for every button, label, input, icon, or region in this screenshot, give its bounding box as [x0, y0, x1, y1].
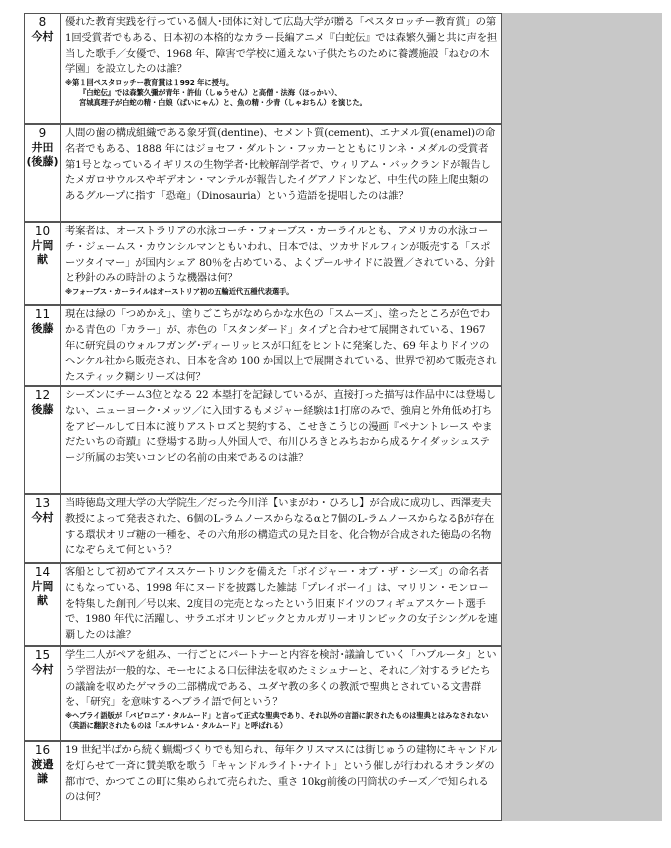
- question-meta: [25, 14, 61, 123]
- question-number: 13: [34, 496, 51, 510]
- question-meta: [25, 495, 61, 562]
- question-author: 今村: [31, 663, 54, 676]
- question-card: [24, 741, 502, 821]
- question-card: [24, 305, 502, 386]
- question-card: [24, 13, 502, 124]
- question-text: 学生二人がペアを組み、一行ごとにパートナーと内容を検討･議論していく「ハブルータ」という学習法が一般的な、モーセによる口伝律法を収めたミシュナーと、それに／対するラビたちの議論を収めたゲマラの二部構成である、ユダヤ教の多くの教派で聖典とされている文書群を、「研究」を意味するヘブライ語で何という？: [65, 649, 497, 709]
- question-body: [61, 564, 501, 645]
- question-meta: [25, 742, 61, 820]
- question-card: [24, 563, 502, 646]
- question-body: [61, 223, 501, 304]
- question-card: [24, 646, 502, 741]
- question-note: 『白蛇伝』では森繁久彌が青年・許仙（しゅうせん）と高僧・法海（ほっかい）、: [79, 88, 342, 98]
- question-text: 人間の歯の構成組織である象牙質(dentine)、セメント質(cement)、エナメル質(enamel)の命名者でもある、1888 年にはジョセフ・ダルトン・フッカーとともにリンネ・メダルの受賞者第1号となっているイギリスの生物学者･比較解剖学者で、ウィリアム・バックランドが報告したメガロサウルスやギデオン・マンテルが報告したイグアノドンなど、中生代の陸上爬虫類のあるグループに指す「恐竜」（Dinosauria）という造語を提唱したのは誰？: [65, 127, 496, 203]
- question-number: 8: [38, 15, 47, 29]
- question-number: 11: [34, 307, 51, 321]
- question-number: 16: [34, 743, 51, 757]
- question-body: [61, 125, 501, 221]
- question-text: シーズンにチーム3位となる 22 本塁打を記録しているが、直接打った描写は作品中には登場しない、ニューヨーク･メッツ／に入団するもメジャー経験は1打席のみで、強肩と外角低め打ちをアピールして日本に渡りアストロズと契約する、こせきこうじの漫画『ペナントレース やまだたいちの奇蹟』に登場する助っ人外国人で、布川ひろきとみちおから成るケイダッシュステージ所属のお笑いコンビの名前の由来であるのは誰？: [65, 389, 496, 465]
- question-body: [61, 742, 501, 820]
- question-body: [61, 306, 501, 385]
- question-author: 片岡: [31, 580, 54, 593]
- question-number: 10: [34, 224, 51, 238]
- question-body: [61, 647, 501, 740]
- question-author-sub: 献: [37, 253, 48, 266]
- question-note: ※フォーブス・カーライルはオーストリア初の五輪近代五種代表選手。: [65, 287, 294, 297]
- question-author: 今村: [31, 511, 54, 524]
- question-text: 19 世紀半ばから続く蝋燭づくりでも知られ、毎年クリスマスには街じゅうの建物にキャンドルを灯らせて一斉に賛美歌を歌う「キャンドルライト･ナイト」という催しが行われるオランダの都市で、かつてこの町に集められて売られた、重さ 10kg前後の円筒状のチーズ／で知られるのは何？: [65, 744, 498, 804]
- question-author-sub: 謙: [37, 772, 48, 785]
- question-card: [24, 124, 502, 222]
- question-number: 15: [34, 648, 51, 662]
- question-body: [61, 495, 501, 562]
- question-text: 優れた教育実践を行っている個人･団体に対して広島大学が贈る「ペスタロッチー教育賞」の第1回受賞者でもある、日本初の本格的なカラー長編アニメ『白蛇伝』では森繁久彌と共に声を担当した歌手／女優で、1968 年、障害で学校に通えない子供たちのために養護施設「ねむの木学園」を設立したのは誰？: [65, 16, 498, 76]
- question-card: [24, 494, 502, 563]
- question-number: 9: [38, 126, 47, 140]
- question-author: 片岡: [31, 239, 54, 252]
- question-number: 14: [34, 565, 51, 579]
- question-author: 井田: [31, 141, 54, 154]
- question-meta: [25, 647, 61, 740]
- question-text: 客船として初めてアイススケートリンクを備えた「ボイジャー・オブ・ザ・シーズ」の命名者にもなっている、1998 年にヌードを披露した雑誌「プレイボーイ」は、マリリン・モンローを特集した創刊／号以来、2度目の完売となったという旧東ドイツのフィギュアスケート選手で、1980 年代に活躍し、サラエボオリンピックとカルガリーオリンピックの女子シングルを連覇したのは誰？: [65, 566, 498, 642]
- gray-margin-bar: [502, 13, 662, 821]
- question-author-sub: (後藤): [26, 155, 59, 168]
- question-author: 渡邉: [31, 758, 54, 771]
- question-meta: [25, 387, 61, 493]
- question-body: [61, 14, 501, 123]
- question-card: [24, 386, 502, 494]
- question-card: [24, 222, 502, 305]
- question-number: 12: [34, 388, 51, 402]
- question-body: [61, 387, 501, 493]
- question-note: ※ヘブライ語版が「バビロニア・タルムード」と言って正式な聖典であり、それ以外の言語に訳されたものは聖典とはみなされない（英語に翻訳されたものは「エルサレム・タルムード」と呼ばれる）: [65, 711, 489, 731]
- question-author-sub: 献: [37, 594, 48, 607]
- question-author: 今村: [31, 30, 54, 43]
- question-text: 考案者は、オーストラリアの水泳コーチ・フォーブス・カーライルとも、アメリカの水泳コーチ・ジェームス・カウンシルマンともいわれ、日本では、ツカサドルフィンが販売する「スポーツタイマー」が国内シェア 80％を占めている、よくプールサイドに設置／されている、分針と秒針のみの時計のような機器は何？: [65, 225, 495, 285]
- question-meta: [25, 125, 61, 221]
- question-text: 当時徳島文理大学の大学院生／だった今川洋【いまがわ・ひろし】が合成に成功し、西澤麦夫教授によって発表された、6個のL-ラムノースからなるαと7個のL-ラムノースからなるβが存在する環状オリゴ糖の一種を、その六角形の構造式の見た目を、化合物が合成された徳島の名物になぞらえて何という？: [65, 497, 495, 557]
- question-meta: [25, 223, 61, 304]
- question-meta: [25, 306, 61, 385]
- question-author: 後藤: [31, 403, 54, 416]
- question-note: ※第１回ペスタロッチー教育賞は１992 年に授与。: [65, 78, 234, 88]
- question-text: 現在は緑の「つめかえ」、塗りごこちがなめらかな水色の「スムーズ」、塗ったところが色でわかる青色の「カラー」が、赤色の「スタンダード」タイプと合わせて展開されている、1967 年に研究員のウォルフガング･ディーリッヒスが口紅をヒントに発案した、69 年よりドイツのヘンケル社から販売され、日本を含め 100 か国以上で展開されている、世界で初めて販売されたスティック糊シリーズは何？: [65, 308, 497, 384]
- question-meta: [25, 564, 61, 645]
- question-author: 後藤: [31, 322, 54, 335]
- question-note: 宮城真理子が白蛇の精・白娘（ぱいにゃん）と、魚の精・少青（しゃおちん）を演じた。: [79, 98, 367, 108]
